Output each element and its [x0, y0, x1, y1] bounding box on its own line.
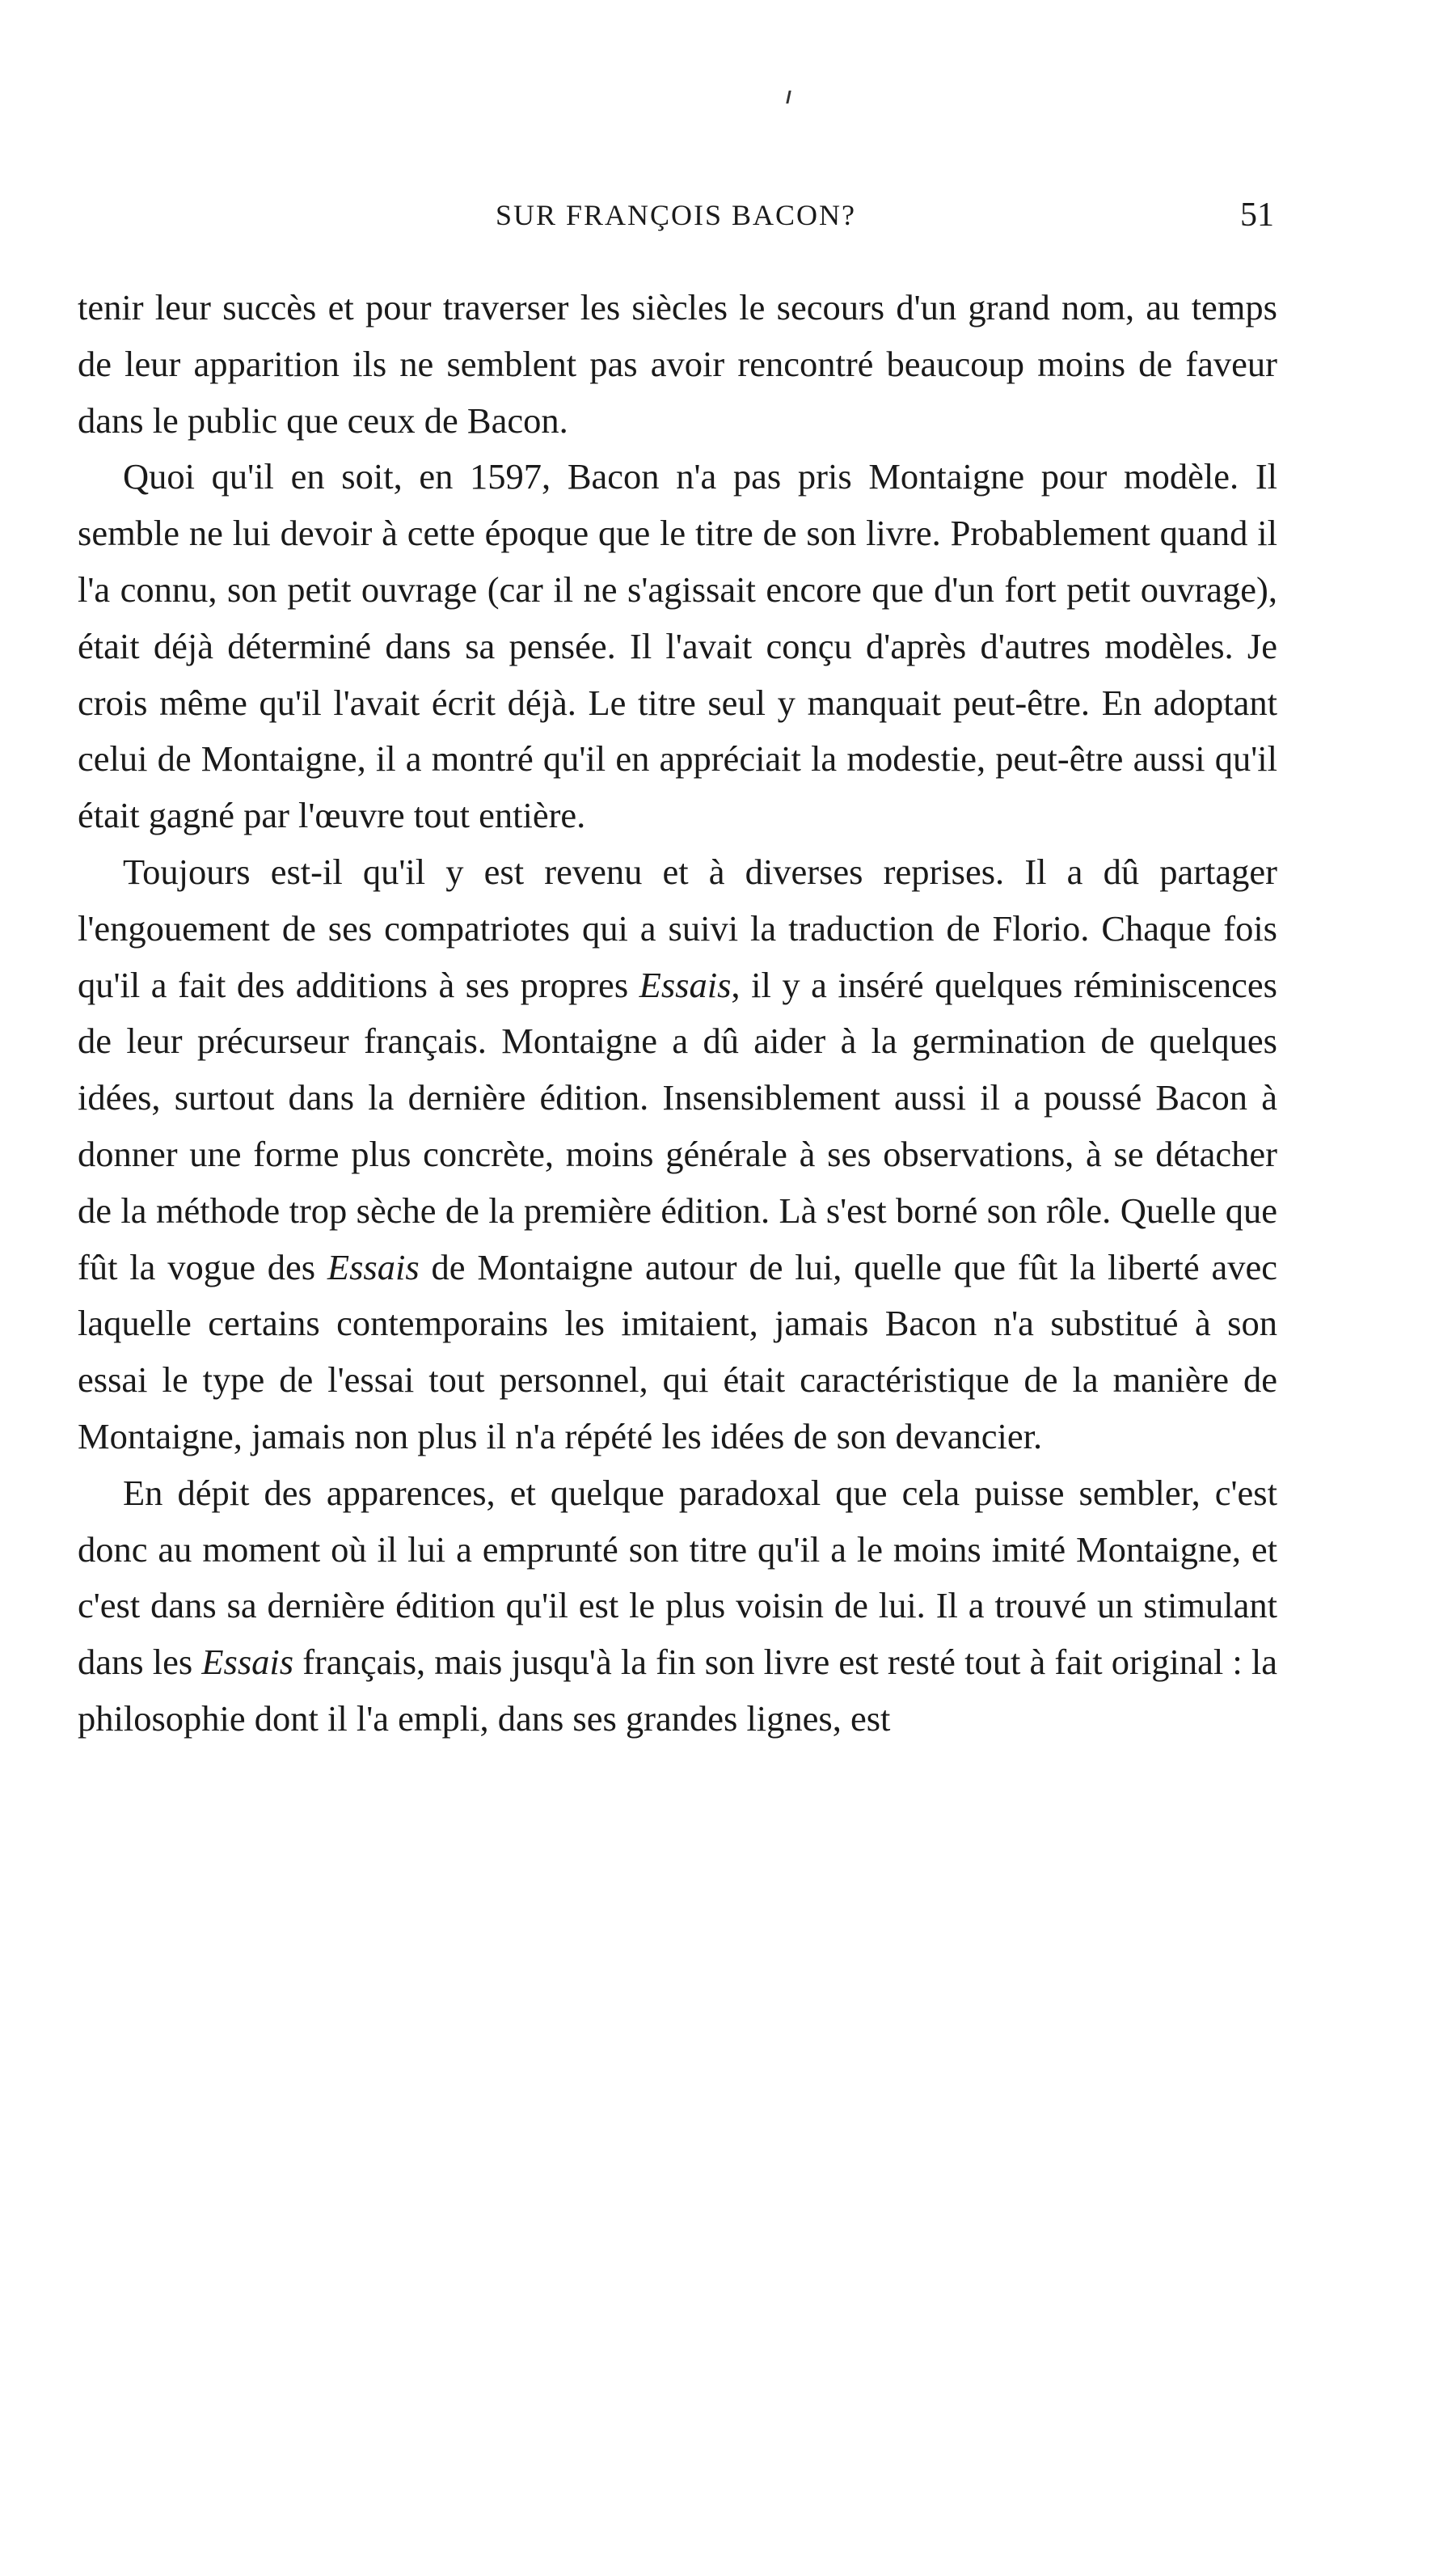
running-title: SUR FRANÇOIS BACON? [495, 199, 857, 231]
page-number: 51 [1240, 197, 1274, 234]
paragraph-2-text: Quoi qu'il en soit, en 1597, Bacon n'a pas pris Montaigne pour modèle. Il semble ne lui devoir à cette époque que le titre de son livre. Probablement quand il l'a connu, son petit ouvrage (car il ne s'agissait encore que d'un fort petit ouvrage), était déjà déterminé dans sa pensée. Il l'avait conçu d'après d'autres modèles. Je crois même qu'il l'avait écrit déjà. Le titre seul y manquait peut-être. En adoptant celui de Montaigne, il a montré qu'il en appréciait la modestie, peut-être aussi qu'il était gagné par l'œuvre tout entière. [78, 456, 1277, 836]
paragraph-4-text-a: En dépit des apparences, et quelque paradoxal que cela puisse sembler, c'est donc au moment où il lui a emprunté son titre qu'il a le moins imité Montaigne, et c'est dans sa dernière édition qu'il est le plus voisin de lui. Il a trouvé un stimulant dans les [78, 1472, 1277, 1683]
paragraph-3-text-b: , il y a inséré quelques réminiscences de leur précurseur français. Montaigne a dû aider à la germination de quelques idées, surtout dans la dernière édition. Insensiblement aussi il a poussé Bacon à donner une forme plus concrète, moins générale à ses observations, à se détacher de la méthode trop sèche de la première édition. Là s'est borné son rôle. Quelle que fût la vogue des [78, 964, 1277, 1287]
paragraph-1-text: tenir leur succès et pour traverser les siècles le secours d'un grand nom, au temps de leur apparition ils ne semblent pas avoir rencontré beaucoup moins de faveur dans le public que ceux de Bacon. [78, 287, 1277, 441]
paragraph-3-text-a: Toujours est-il qu'il y est revenu et à diverses reprises. Il a dû partager l'engouement de ses compatriotes qui a suivi la traduction de Florio. Chaque fois qu'il a fait des additions à ses propres [78, 851, 1277, 1005]
paragraph-2 [78, 449, 1277, 844]
paragraph-4 [78, 1465, 1277, 1748]
running-head [78, 191, 1274, 239]
printer-mark [786, 91, 791, 104]
paragraph-4-text-b: français, mais jusqu'à la fin son livre est resté tout à fait original : la philosophie dont il l'a empli, dans ses grandes lignes, est [78, 1642, 1277, 1739]
paragraph-3 [78, 844, 1277, 1465]
paragraph-1 [78, 280, 1277, 449]
essais-title: Essais [639, 964, 732, 1005]
essais-title: Essais [201, 1642, 294, 1683]
paragraph-3-text-c: de Montaigne autour de lui, quelle que fût la liberté avec laquelle certains contemporains les imitaient, jamais Bacon n'a substitué à son essai le type de l'essai tout personnel, qui était caractéristique de la manière de Montaigne, jamais non plus il n'a répété les idées de son devancier. [78, 1246, 1278, 1456]
essais-title: Essais [327, 1246, 420, 1287]
body-text [78, 280, 1277, 1748]
